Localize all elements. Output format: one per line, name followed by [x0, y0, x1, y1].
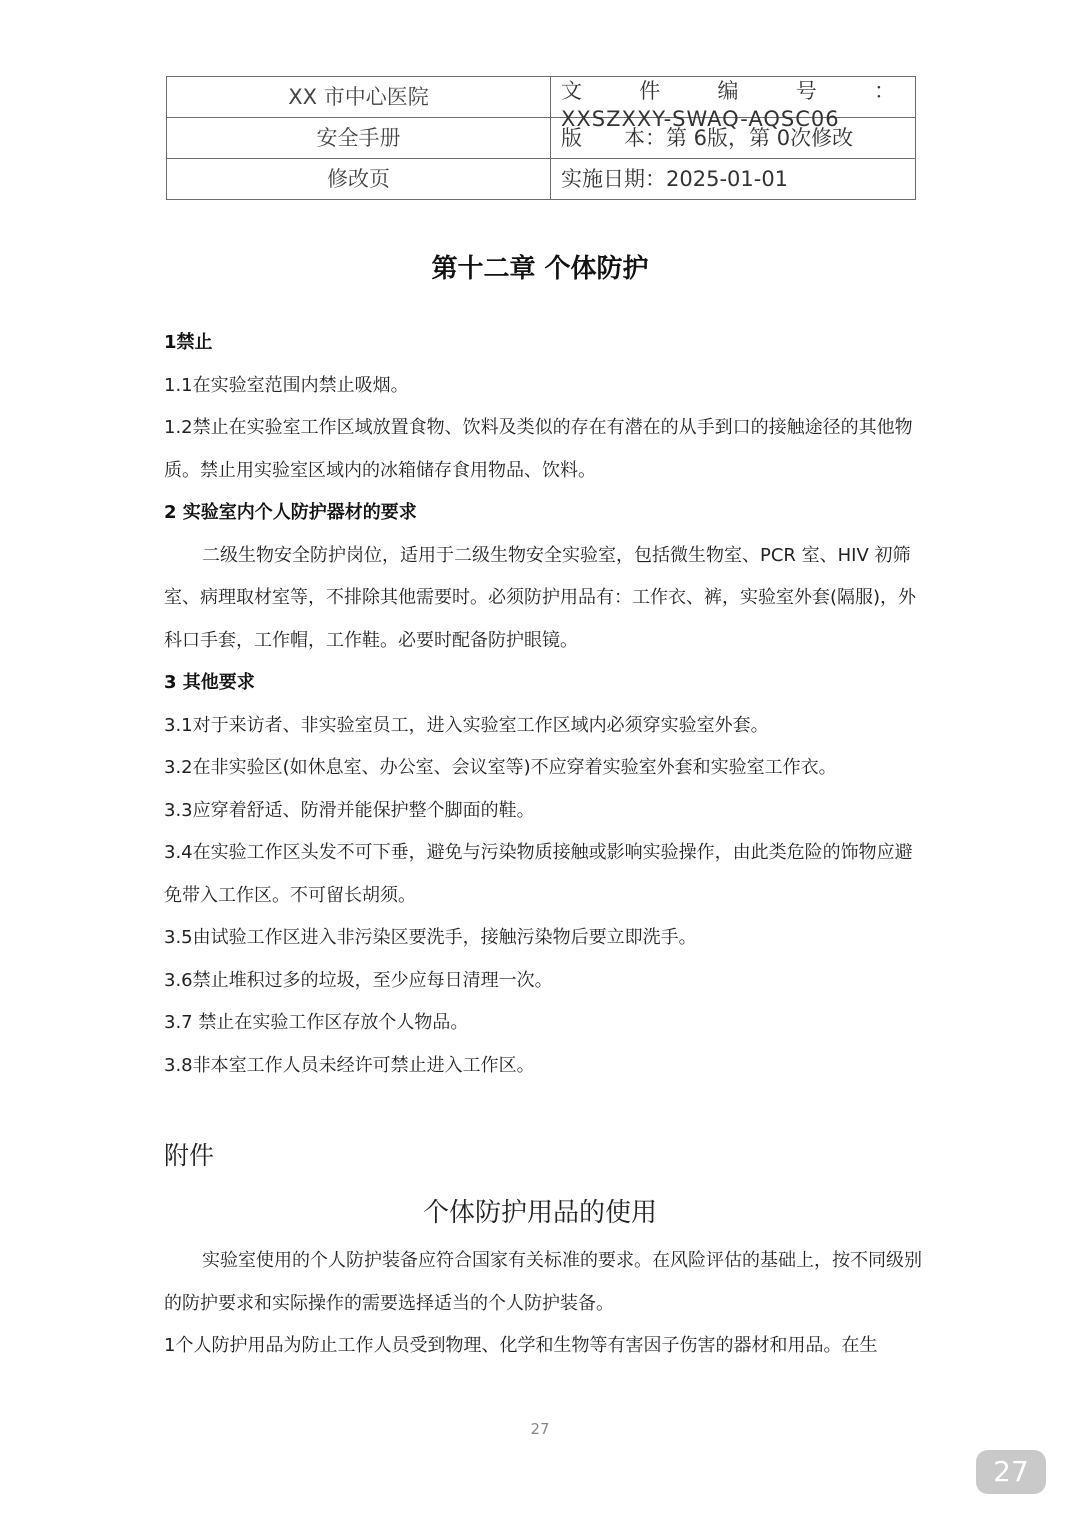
section-heading: 1禁止	[164, 332, 213, 353]
revision-page-label: 修改页	[167, 159, 551, 200]
appendix-paragraph: 实验室使用的个人防护装备应符合国家有关标准的要求。在风险评估的基础上，按不同级别的防护要求和实际操作的需要选择适当的个人防护装备。	[164, 1250, 922, 1314]
manual-name: 安全手册	[167, 118, 551, 159]
appendix-paragraph: 1个人防护用品为防止工作人员受到物理、化学和生物等有害因子伤害的器材和用品。在生	[164, 1335, 878, 1356]
document-number-label: 文 件 编 号 ：	[561, 79, 895, 103]
version-info: 版 本：第 6版，第 0次修改	[551, 118, 916, 159]
section-paragraph: 3.3应穿着舒适、防滑并能保护整个脚面的鞋。	[164, 799, 535, 821]
page-badge: 27	[976, 1450, 1046, 1494]
section-paragraph: 3.8非本室工作人员未经许可禁止进入工作区。	[164, 1054, 535, 1076]
appendix-label: 附件	[164, 1141, 215, 1170]
section-paragraph: 1.1在实验室范围内禁止吸烟。	[164, 374, 409, 396]
section-heading: 3 其他要求	[164, 672, 255, 693]
section-paragraph: 3.6禁止堆积过多的垃圾，至少应每日清理一次。	[164, 969, 553, 991]
section-heading: 2 实验室内个人防护器材的要求	[164, 502, 417, 523]
document-header-table	[166, 76, 916, 200]
chapter-body	[164, 322, 924, 1087]
chapter-title: 第十二章 个体防护	[431, 254, 649, 284]
section-paragraph: 3.7 禁止在实验工作区存放个人物品。	[164, 1012, 469, 1033]
document-number-cell	[551, 77, 916, 131]
hospital-name: XX 市中心医院	[167, 77, 551, 118]
section-paragraph: 1.2禁止在实验室工作区域放置食物、饮料及类似的存在有潜在的从手到口的接触途径的其他物质。禁止用实验室区域内的冰箱储存食用物品、饮料。	[164, 417, 913, 481]
appendix-title: 个体防护用品的使用	[422, 1198, 657, 1228]
section-paragraph: 二级生物安全防护岗位，适用于二级生物安全实验室，包括微生物室、PCR 室、HIV 初筛室、病理取材室等，不排除其他需要时。必须防护用品有：工作衣、裤，实验室外套(隔服)，外科口手套，工作帽，工作鞋。必要时配备防护眼镜。	[164, 544, 917, 651]
page-number: 27	[530, 1420, 550, 1438]
effective-date: 实施日期：2025-01-01	[551, 159, 916, 200]
section-paragraph: 3.2在非实验区(如休息室、办公室、会议室等)不应穿着实验室外套和实验室工作衣。	[164, 757, 837, 778]
section-paragraph: 3.4在实验工作区头发不可下垂，避免与污染物质接触或影响实验操作，由此类危险的饰物应避免带入工作区。不可留长胡须。	[164, 842, 913, 906]
section-paragraph: 3.5由试验工作区进入非污染区要洗手，接触污染物后要立即洗手。	[164, 927, 697, 948]
document-number-value: XXSZXXY-SWAQ-AQSC06	[561, 107, 840, 131]
appendix-body	[164, 1240, 924, 1368]
section-paragraph: 3.1对于来访者、非实验室员工，进入实验室工作区域内必须穿实验室外套。	[164, 714, 769, 736]
